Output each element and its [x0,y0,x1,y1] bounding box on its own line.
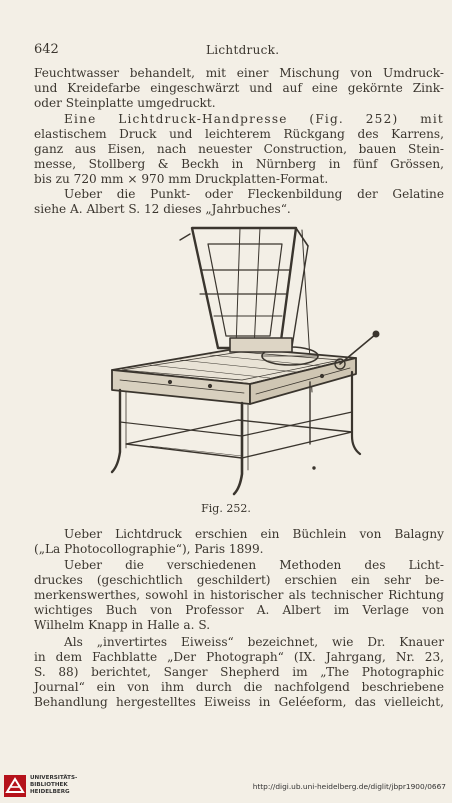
text-line: messe, Stollberg & Beckh in Nürnberg in fünf Grössen, [34,157,444,171]
digitization-footer [0,771,452,803]
text-line: Ueber die Punkt- oder Fleckenbildung der Gelatine [64,187,444,201]
text-line: Behandlung hergestelltes Eiweiss in Geléeform, das vielleicht, [34,695,444,709]
library-line: BIBLIOTHEK [30,782,68,788]
text-line: merkenswerthes, sowohl in historischer als technischer Richtung [34,588,444,602]
paragraph-feuchtwasser [34,66,444,111]
running-title: Lichtdruck. [206,43,280,57]
text-line: Wilhelm Knapp in Halle a. S. [34,618,211,632]
text-line: in dem Fachblatte „Der Photograph“ (IX. Jahrgang, Nr. 23, [34,650,444,664]
page-number: 642 [34,42,59,57]
library-line: HEIDELBERG [30,789,70,795]
text-line: Eine Lichtdruck-Handpresse (Fig. 252) mit [64,112,444,126]
text-line: Journal“ ein von ihm durch die nachfolgend beschriebene [34,680,444,694]
hand-press-illustration [90,222,390,500]
text-line: („La Photocollographie“), Paris 1899. [34,542,264,556]
text-line: bis zu 720 mm × 970 mm Druckplatten-Format. [34,172,329,186]
text-line: siehe A. Albert S. 12 dieses „Jahrbuches“. [34,202,291,216]
page-header [34,42,418,60]
paragraph-methoden [34,558,444,633]
text-line: Feuchtwasser behandelt, mit einer Mischung von Umdruck- [34,66,444,80]
text-line: ganz aus Eisen, nach neuester Construction, bauen Stein- [34,142,444,156]
source-url-link[interactable]: http://digi.ub.uni-heidelberg.de/diglit/jbpr1900/0667 [252,782,446,791]
text-line: S. 88) berichtet, Sanger Shepherd im „The Photographic [34,665,444,679]
text-line: Ueber die verschiedenen Methoden des Licht- [64,558,444,572]
university-library-logo-icon [4,775,26,797]
library-line: UNIVERSITÄTS- [30,775,78,781]
text-line: und Kreidefarbe eingeschwärzt und auf eine gekörnte Zink- [34,81,444,95]
paragraph-punktbildung [34,187,444,217]
paragraph-balagny [34,527,444,557]
text-line: wichtiges Buch von Professor A. Albert im Verlage von [34,603,444,617]
text-line: elastischem Druck und leichterem Rückgang des Karrens, [34,127,444,141]
text-line: oder Steinplatte umgedruckt. [34,96,216,110]
figure-caption: Fig. 252. [201,502,251,515]
press-drawing [90,222,390,500]
paragraph-handpresse [34,112,444,187]
paragraph-eiweiss [34,635,444,710]
text-line: druckes (geschichtlich geschildert) erschien ein sehr be- [34,573,444,587]
text-line: Ueber Lichtdruck erschien ein Büchlein von Balagny [64,527,444,541]
library-name [30,775,77,796]
text-line: Als „invertirtes Eiweiss“ bezeichnet, wie Dr. Knauer [64,635,444,649]
